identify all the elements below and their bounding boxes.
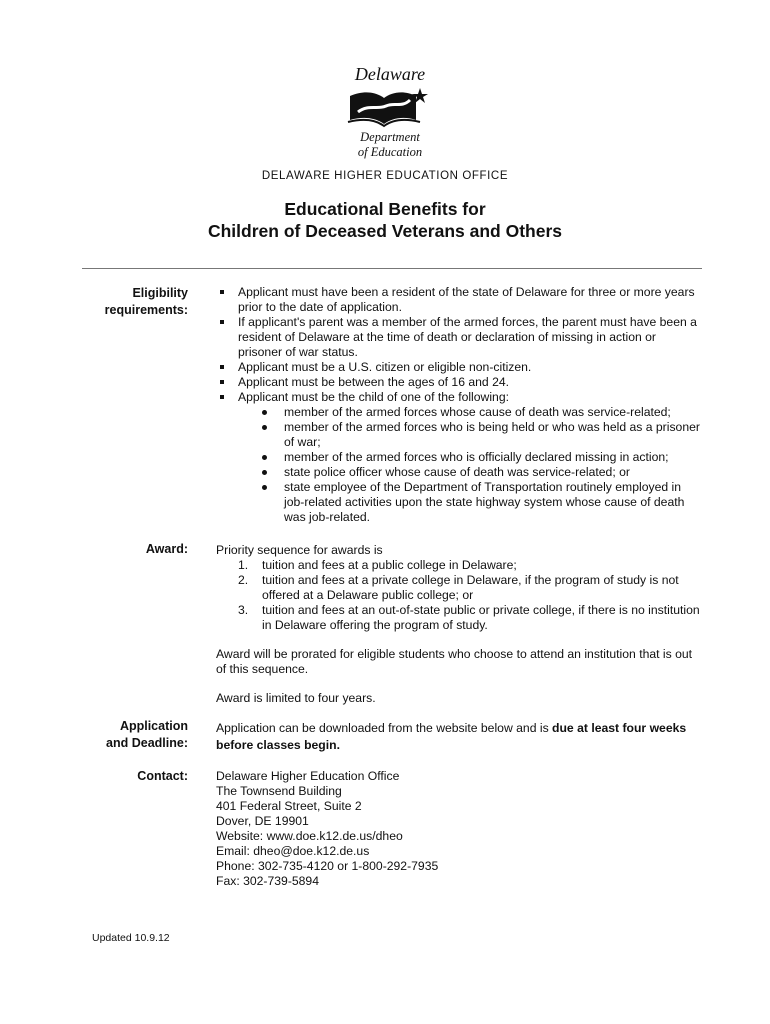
contact-office: Delaware Higher Education Office: [216, 769, 400, 783]
eligibility-sub-item: member of the armed forces whose cause of death was service-related;: [262, 405, 702, 420]
eligibility-label: [78, 285, 188, 319]
eligibility-sub-item: member of the armed forces who is officially declared missing in action;: [262, 450, 702, 465]
contact-building: The Townsend Building: [216, 784, 342, 798]
award-section: [216, 543, 702, 706]
eligibility-label-line2: requirements:: [104, 303, 188, 317]
contact-street: 401 Federal Street, Suite 2: [216, 799, 362, 813]
eligibility-sub-item: state police officer whose cause of death was service-related; or: [262, 465, 702, 480]
application-label-line2: and Deadline:: [106, 736, 188, 750]
award-intro: Priority sequence for awards is: [216, 543, 383, 557]
contact-fax: Fax: 302-739-5894: [216, 874, 319, 888]
logo-dept-line2: of Education: [357, 145, 423, 159]
eligibility-section: [216, 285, 702, 525]
application-section: [216, 720, 702, 754]
contact-website: Website: www.doe.k12.de.us/dheo: [216, 829, 403, 843]
contact-label: Contact:: [137, 769, 188, 783]
contact-city: Dover, DE 19901: [216, 814, 309, 828]
application-text: [216, 720, 702, 754]
logo-state-name: Delaware: [354, 64, 426, 84]
sequence-number: 3.: [238, 603, 249, 617]
contact-email: Email: dheo@doe.k12.de.us: [216, 844, 370, 858]
application-text-plain: Application can be downloaded from the website below and is: [216, 721, 553, 735]
updated-date: Updated 10.9.12: [92, 932, 170, 944]
eligibility-item: Applicant must have been a resident of the state of Delaware for three or more years prior to the date of application.: [216, 285, 702, 315]
sequence-number: 2.: [238, 573, 249, 587]
sequence-text: tuition and fees at an out-of-state public or private college, if there is no institution in Delaware offering the program of study.: [262, 603, 700, 632]
award-label: Award:: [145, 542, 188, 556]
award-sequence-item: [238, 603, 702, 633]
application-label: [78, 718, 188, 752]
eligibility-sub-item: member of the armed forces who is being held or who was held as a prisoner of war;: [262, 420, 702, 450]
contact-section: [216, 769, 702, 889]
eligibility-label-line1: Eligibility: [132, 286, 188, 300]
title-line-1: Educational Benefits for: [284, 199, 486, 219]
eligibility-sub-item: state employee of the Department of Transportation routinely employed in job-related activities upon the state highway system whose cause of death was job-related.: [262, 480, 702, 525]
divider: [82, 268, 702, 269]
office-name: DELAWARE HIGHER EDUCATION OFFICE: [261, 170, 509, 182]
sequence-text: tuition and fees at a private college in Delaware, if the program of study is not offered at a Delaware public college; or: [262, 573, 679, 602]
contact-phone: Phone: 302-735-4120 or 1-800-292-7935: [216, 859, 439, 873]
award-limit-note: Award is limited to four years.: [216, 691, 376, 705]
open-book-star-icon: [344, 86, 428, 130]
page-title: [0, 198, 770, 242]
eligibility-item: Applicant must be the child of one of the following:: [216, 390, 702, 405]
eligibility-item: Applicant must be between the ages of 16 and 24.: [216, 375, 702, 390]
eligibility-sub-list: [216, 405, 702, 525]
title-line-2: Children of Deceased Veterans and Others: [207, 221, 562, 241]
award-sequence-item: [238, 558, 702, 573]
eligibility-item: If applicant's parent was a member of the armed forces, the parent must have been a resident of Delaware at the time of death or declaration of missing in action or prisoner of war status.: [216, 315, 702, 360]
application-deadline: due at least four weeks before classes begin.: [216, 721, 687, 752]
sequence-number: 1.: [238, 558, 249, 572]
award-sequence: [216, 558, 702, 633]
application-label-line1: Application: [119, 719, 188, 733]
eligibility-item: Applicant must be a U.S. citizen or eligible non-citizen.: [216, 360, 702, 375]
sequence-text: tuition and fees at a public college in Delaware;: [262, 558, 517, 572]
award-sequence-item: [238, 573, 702, 603]
logo-dept-line1: Department: [360, 130, 420, 144]
eligibility-list: [216, 285, 702, 405]
delaware-doe-logo: [340, 64, 440, 164]
award-prorated-note: Award will be prorated for eligible students who choose to attend an institution that is out of this sequence.: [216, 647, 693, 676]
